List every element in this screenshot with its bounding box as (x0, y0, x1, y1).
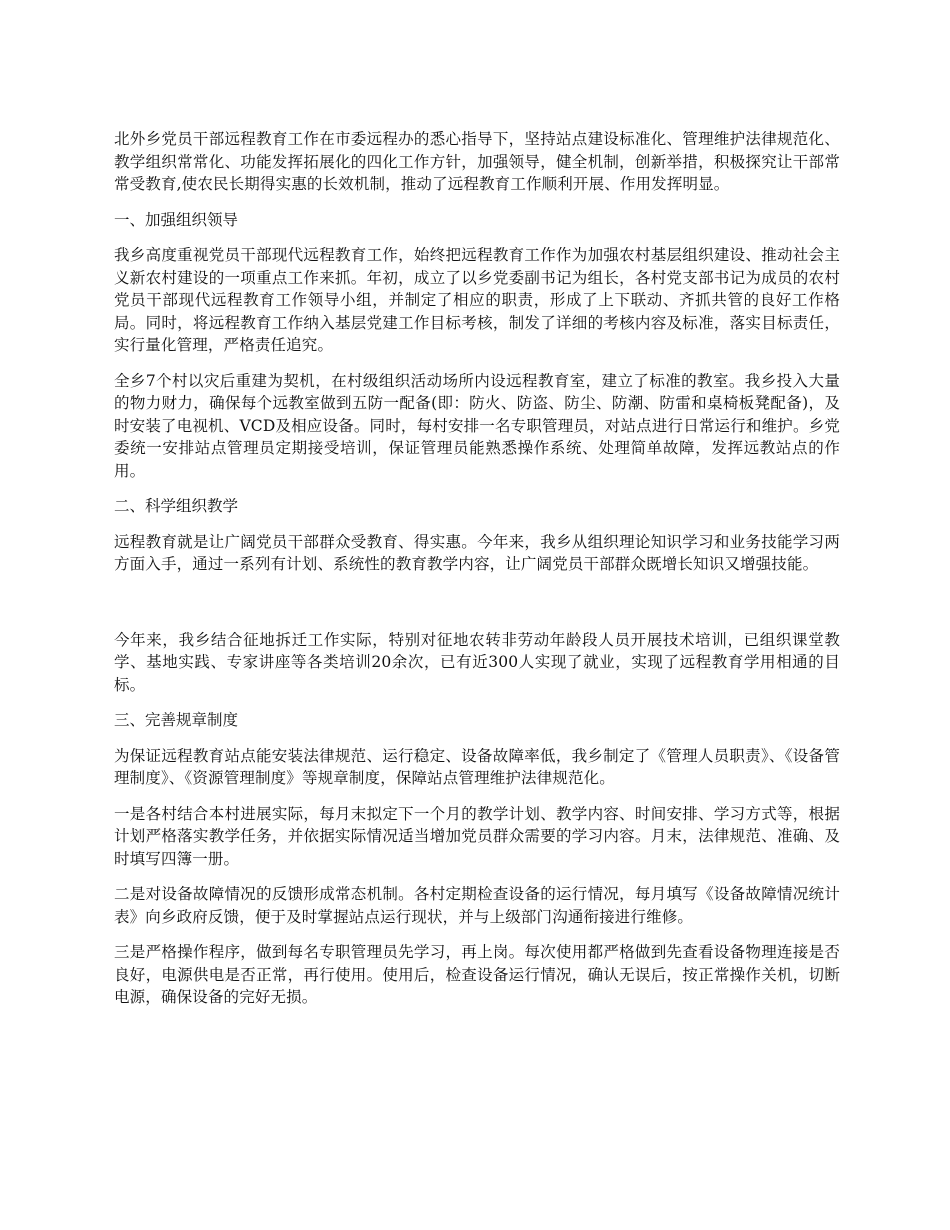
document-page (114, 128, 840, 1009)
section-1-heading: 一、加强组织领导 (114, 210, 239, 229)
section-1-paragraph-1: 我乡高度重视党员干部现代远程教育工作，始终把远程教育工作作为加强农村基层组织建设、推动社会主义新农村建设的一项重点工作来抓。年初，成立了以乡党委副书记为组长，各村党支部书记为成员的农村党员干部现代远程教育工作领导小组，并制定了相应的职责，形成了上下联动、齐抓共管的良好工作格局。同时，将远程教育工作纳入基层党建工作目标考核，制发了详细的考核内容及标准，落实目标责任，实行量化管理，严格责任追究。 (114, 246, 840, 354)
section-2-heading: 二、科学组织教学 (114, 497, 239, 515)
section-3-paragraph-3: 二是对设备故障情况的反馈形成常态机制。各村定期检查设备的运行情况，每月填写《设备故障情况统计表》向乡政府反馈，便于及时掌握站点运行现状，并与上级部门沟通衔接进行维修。 (114, 885, 840, 926)
section-3-paragraph-1: 为保证远程教育站点能安装法律规范、运行稳定、设备故障率低，我乡制定了《管理人员职责》、《设备管理制度》、《资源管理制度》等规章制度，保障站点管理维护法律规范化。 (114, 746, 840, 787)
section-3-paragraph-2: 一是各村结合本村进展实际，每月末拟定下一个月的教学计划、教学内容、时间安排、学习方式等，根据计划严格落实教学任务，并依据实际情况适当增加党员群众需要的学习内容。月末，法律规范、准确、及时填写四簿一册。 (114, 804, 840, 868)
section-2-paragraph-1: 远程教育就是让广阔党员干部群众受教育、得实惠。今年来，我乡从组织理论知识学习和业务技能学习两方面入手，通过一系列有计划、系统性的教育教学内容，让广阔党员干部群众既增长知识又增强技能。 (114, 532, 840, 573)
section-2-paragraph-2: 今年来，我乡结合征地拆迁工作实际，特别对征地农转非劳动年龄段人员开展技术培训，已组织课堂教学、基地实践、专家讲座等各类培训20余次，已有近300人实现了就业，实现了远程教育学用相通的目标。 (114, 630, 840, 694)
intro-paragraph: 北外乡党员干部远程教育工作在市委远程办的悉心指导下，坚持站点建设标准化、管理维护法律规范化、教学组织常常化、功能发挥拓展化的四化工作方针，加强领导，健全机制，创新举措，积极探究让干部常常受教育,使农民长期得实惠的长效机制，推动了远程教育工作顺利开展、作用发挥明显。 (114, 130, 840, 193)
section-3-paragraph-4: 三是严格操作程序，做到每名专职管理员先学习，再上岗。每次使用都严格做到先查看设备物理连接是否良好，电源供电是否正常，再行使用。使用后，检查设备运行情况，确认无误后，按正常操作关机，切断电源，确保设备的完好无损。 (114, 943, 840, 1006)
section-3-heading: 三、完善规章制度 (114, 711, 239, 729)
section-1-paragraph-2: 全乡7个村以灾后重建为契机，在村级组织活动场所内设远程教育室，建立了标准的教室。我乡投入大量的物力财力，确保每个远教室做到五防一配备(即：防火、防盗、防尘、防潮、防雷和桌椅板凳配备)，及时安装了电视机、VCD及相应设备。同时，每村安排一名专职管理员，对站点进行日常运行和维护。乡党委统一安排站点管理员定期接受培训，保证管理员能熟悉操作系统、处理简单故障，发挥远教站点的作用。 (114, 371, 840, 480)
